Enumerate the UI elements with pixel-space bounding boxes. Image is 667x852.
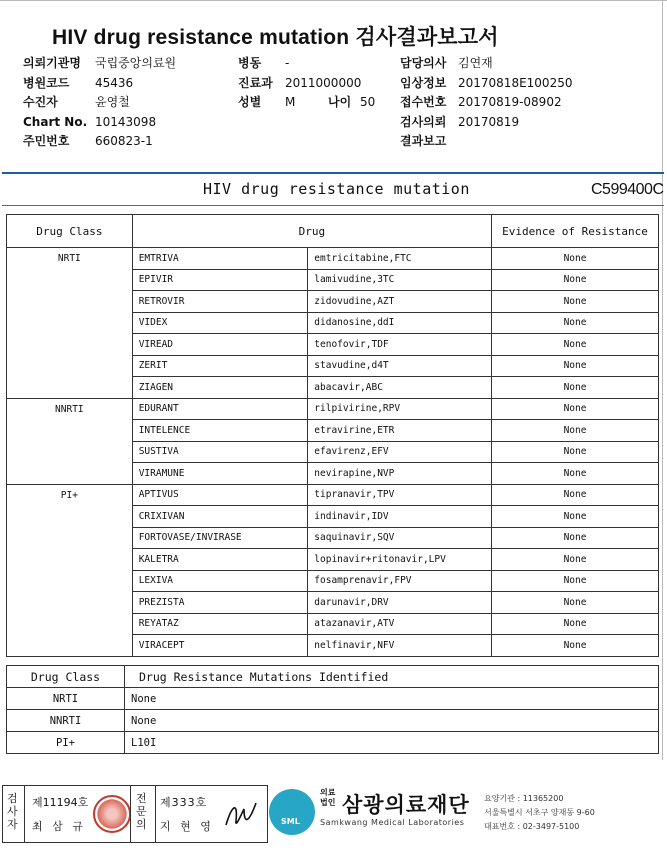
evidence-cell: None	[492, 613, 659, 635]
info-row	[238, 74, 388, 94]
drug-generic-cell: tenofovir,TDF	[308, 334, 492, 356]
info-value: M	[285, 95, 296, 109]
evidence-cell: None	[492, 506, 659, 528]
info-value: -	[285, 56, 290, 70]
drug-brand-cell: APTIVUS	[132, 484, 308, 506]
drug-generic-cell: tipranavir,TPV	[308, 484, 492, 506]
org-english-name: Samkwang Medical Laboratories	[320, 818, 465, 827]
drug-generic-cell: stavudine,d4T	[308, 355, 492, 377]
info-label: Chart No.	[23, 114, 88, 129]
drug-brand-cell: VIREAD	[132, 334, 308, 356]
org-name: 삼광의료재단	[342, 793, 470, 817]
header-evidence: Evidence of Resistance	[492, 215, 659, 248]
info-label: 검사의뢰	[400, 114, 447, 129]
drug-generic-cell: nelfinavir,NFV	[308, 635, 492, 657]
drug-generic-cell: etravirine,ETR	[308, 420, 492, 442]
evidence-cell: None	[492, 463, 659, 485]
signature-icon	[222, 795, 260, 835]
drug-brand-cell: LEXIVA	[132, 570, 308, 592]
evidence-cell: None	[492, 355, 659, 377]
evidence-cell: None	[492, 549, 659, 571]
drug-generic-cell: emtricitabine,FTC	[308, 248, 492, 270]
drug-brand-cell: VIDEX	[132, 312, 308, 334]
drug-generic-cell: lamivudine,3TC	[308, 269, 492, 291]
info-value: 20170819-08902	[458, 95, 562, 109]
banner-top-rule	[2, 172, 664, 174]
info-value: 국립중앙의료원	[95, 56, 177, 70]
info-row	[23, 93, 223, 113]
evidence-cell: None	[492, 398, 659, 420]
info-label: 임상정보	[400, 75, 447, 90]
age-value: 50	[360, 95, 376, 109]
mutation-value-cell: None	[125, 710, 659, 732]
info-label: 병동	[238, 56, 262, 70]
drug-row	[7, 398, 659, 420]
info-label: 접수번호	[400, 95, 447, 109]
examiner-side-label: 검사자	[7, 792, 18, 831]
sml-logo-text: SML	[281, 817, 300, 826]
info-label: 성별	[238, 95, 262, 109]
mutation-value-cell: L10I	[125, 732, 659, 754]
evidence-cell: None	[492, 377, 659, 399]
info-label: 주민번호	[23, 134, 70, 148]
info-row	[238, 54, 388, 74]
mutations-header-class: Drug Class	[7, 666, 125, 688]
info-label: 수진자	[23, 95, 58, 109]
drug-generic-cell: abacavir,ABC	[308, 377, 492, 399]
org-phone: 대표번호 : 02-3497-5100	[484, 822, 580, 831]
drug-generic-cell: didanosine,ddI	[308, 312, 492, 334]
drug-generic-cell: fosamprenavir,FPV	[308, 570, 492, 592]
specialist-license: 제333호	[160, 796, 208, 809]
evidence-cell: None	[492, 312, 659, 334]
drug-brand-cell: EPIVIR	[132, 269, 308, 291]
drug-generic-cell: lopinavir+ritonavir,LPV	[308, 549, 492, 571]
info-row	[23, 54, 223, 74]
info-label: 담당의사	[400, 56, 447, 70]
mutations-header-identified: Drug Resistance Mutations Identified	[125, 666, 659, 688]
drug-generic-cell: saquinavir,SQV	[308, 527, 492, 549]
evidence-cell: None	[492, 441, 659, 463]
drug-brand-cell: VIRACEPT	[132, 635, 308, 657]
header-drug: Drug	[132, 215, 491, 248]
info-label: 진료과	[238, 75, 273, 90]
drug-brand-cell: RETROVIR	[132, 291, 308, 313]
drug-generic-cell: indinavir,IDV	[308, 506, 492, 528]
mutation-class-cell: PI+	[7, 732, 125, 754]
drug-class-cell: NRTI	[7, 248, 133, 399]
info-value: 윤영철	[95, 95, 130, 109]
drug-row	[7, 248, 659, 270]
examiner-name: 최 삼 규	[32, 820, 86, 833]
drug-class-cell: PI+	[7, 484, 133, 656]
info-row	[400, 132, 660, 152]
banner-title: HIV drug resistance mutation	[203, 180, 470, 198]
info-row	[400, 93, 660, 113]
evidence-cell: None	[492, 334, 659, 356]
drug-brand-cell: ZERIT	[132, 355, 308, 377]
info-value: 2011000000	[285, 75, 362, 90]
drug-resistance-table	[6, 214, 659, 657]
drug-brand-cell: PREZISTA	[132, 592, 308, 614]
info-label: 의뢰기관명	[23, 56, 81, 70]
specialist-side-label: 전문의	[136, 792, 147, 831]
mutation-class-cell: NNRTI	[7, 710, 125, 732]
info-value: 20170818E100250	[458, 75, 573, 90]
drug-brand-cell: KALETRA	[132, 549, 308, 571]
drug-brand-cell: VIRAMUNE	[132, 463, 308, 485]
drug-brand-cell: INTELENCE	[132, 420, 308, 442]
info-label: 결과보고	[400, 134, 447, 148]
sml-logo-icon	[269, 789, 315, 835]
info-row	[23, 74, 223, 94]
drug-generic-cell: zidovudine,AZT	[308, 291, 492, 313]
evidence-cell: None	[492, 570, 659, 592]
info-row	[23, 132, 223, 152]
evidence-cell: None	[492, 420, 659, 442]
drug-generic-cell: darunavir,DRV	[308, 592, 492, 614]
examiner-license: 제11194호	[32, 796, 89, 809]
patient-info-col1	[23, 54, 223, 152]
info-value: 10143098	[95, 114, 157, 129]
mutation-row	[7, 710, 659, 732]
info-value: 김연재	[458, 56, 493, 70]
header-drug-class: Drug Class	[7, 215, 133, 248]
mutation-row	[7, 732, 659, 754]
mutations-table	[6, 665, 659, 754]
info-value: 45436	[95, 75, 134, 90]
mutation-class-cell: NRTI	[7, 688, 125, 710]
org-prefix: 의료 법인	[320, 788, 336, 807]
drug-brand-cell: EMTRIVA	[132, 248, 308, 270]
evidence-cell: None	[492, 269, 659, 291]
evidence-cell: None	[492, 527, 659, 549]
mutations-header-row	[7, 666, 659, 688]
page-title: HIV drug resistance mutation 검사결과보고서	[52, 26, 499, 49]
info-row	[400, 54, 660, 74]
drug-brand-cell: SUSTIVA	[132, 441, 308, 463]
evidence-cell: None	[492, 484, 659, 506]
evidence-cell: None	[492, 248, 659, 270]
info-label: 병원코드	[23, 75, 70, 90]
drug-brand-cell: ZIAGEN	[132, 377, 308, 399]
info-row	[23, 113, 223, 133]
mutation-value-cell: None	[125, 688, 659, 710]
examiner-seal-icon	[93, 795, 131, 833]
drug-generic-cell: atazanavir,ATV	[308, 613, 492, 635]
drug-brand-cell: REYATAZ	[132, 613, 308, 635]
drug-generic-cell: rilpivirine,RPV	[308, 398, 492, 420]
report-code: C599400C	[591, 181, 664, 198]
drug-brand-cell: EDURANT	[132, 398, 308, 420]
mutation-row	[7, 688, 659, 710]
info-row	[400, 74, 660, 94]
drug-class-cell: NNRTI	[7, 398, 133, 484]
org-institution-code: 요양기관 : 11365200	[484, 794, 564, 803]
drug-generic-cell: nevirapine,NVP	[308, 463, 492, 485]
info-value: 20170819	[458, 114, 520, 129]
right-border	[662, 0, 663, 760]
drug-row	[7, 484, 659, 506]
evidence-cell: None	[492, 592, 659, 614]
banner-bottom-rule	[2, 205, 664, 206]
info-value: 660823-1	[95, 134, 153, 148]
top-border	[0, 0, 667, 1]
patient-info-col3	[400, 54, 660, 152]
drug-generic-cell: efavirenz,EFV	[308, 441, 492, 463]
drug-brand-cell: CRIXIVAN	[132, 506, 308, 528]
evidence-cell: None	[492, 635, 659, 657]
age-label: 나이	[328, 95, 352, 109]
drug-brand-cell: FORTOVASE/INVIRASE	[132, 527, 308, 549]
org-address: 서울특별시 서초구 양재동 9-60	[484, 808, 595, 817]
specialist-name: 지 현 영	[160, 820, 214, 833]
evidence-cell: None	[492, 291, 659, 313]
info-row	[400, 113, 660, 133]
